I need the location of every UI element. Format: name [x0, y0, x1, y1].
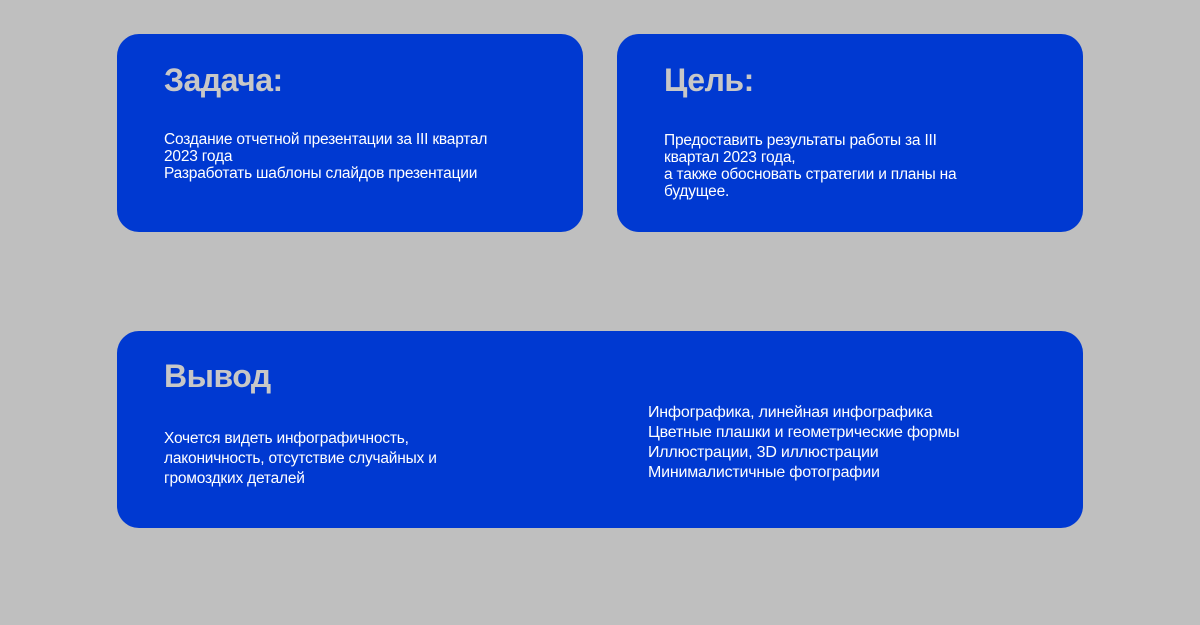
goal-card: [617, 34, 1083, 232]
task-line: Разработать шаблоны слайдов презентации: [164, 165, 478, 182]
conclusion-style-item: Иллюстрации, 3D иллюстрации: [648, 444, 879, 461]
conclusion-wishes-text: [164, 429, 437, 489]
task-line: 2023 года: [164, 148, 233, 165]
task-text: [164, 131, 487, 182]
conclusion-style-item: Цветные плашки и геометрические формы: [648, 424, 960, 441]
conclusion-wish-line: лаконичность, отсутствие случайных и: [164, 450, 437, 467]
task-line: Создание отчетной презентации за III квартал: [164, 131, 488, 148]
conclusion-style-item: Минималистичные фотографии: [648, 464, 880, 481]
conclusion-card: [117, 331, 1083, 528]
goal-line: а также обосновать стратегии и планы на: [664, 166, 957, 183]
goal-title: Цель:: [664, 62, 754, 98]
conclusion-title: Вывод: [164, 358, 271, 394]
conclusion-style-list: [648, 403, 959, 483]
conclusion-wish-line: Хочется видеть инфографичность,: [164, 430, 409, 447]
task-card: [117, 34, 583, 232]
task-title: Задача:: [164, 62, 283, 98]
goal-line: будущее.: [664, 183, 730, 200]
goal-text: [664, 132, 956, 200]
goal-line: квартал 2023 года,: [664, 149, 796, 166]
conclusion-wish-line: громоздких деталей: [164, 470, 305, 487]
conclusion-style-item: Инфографика, линейная инфографика: [648, 404, 933, 421]
goal-line: Предоставить результаты работы за III: [664, 132, 937, 149]
